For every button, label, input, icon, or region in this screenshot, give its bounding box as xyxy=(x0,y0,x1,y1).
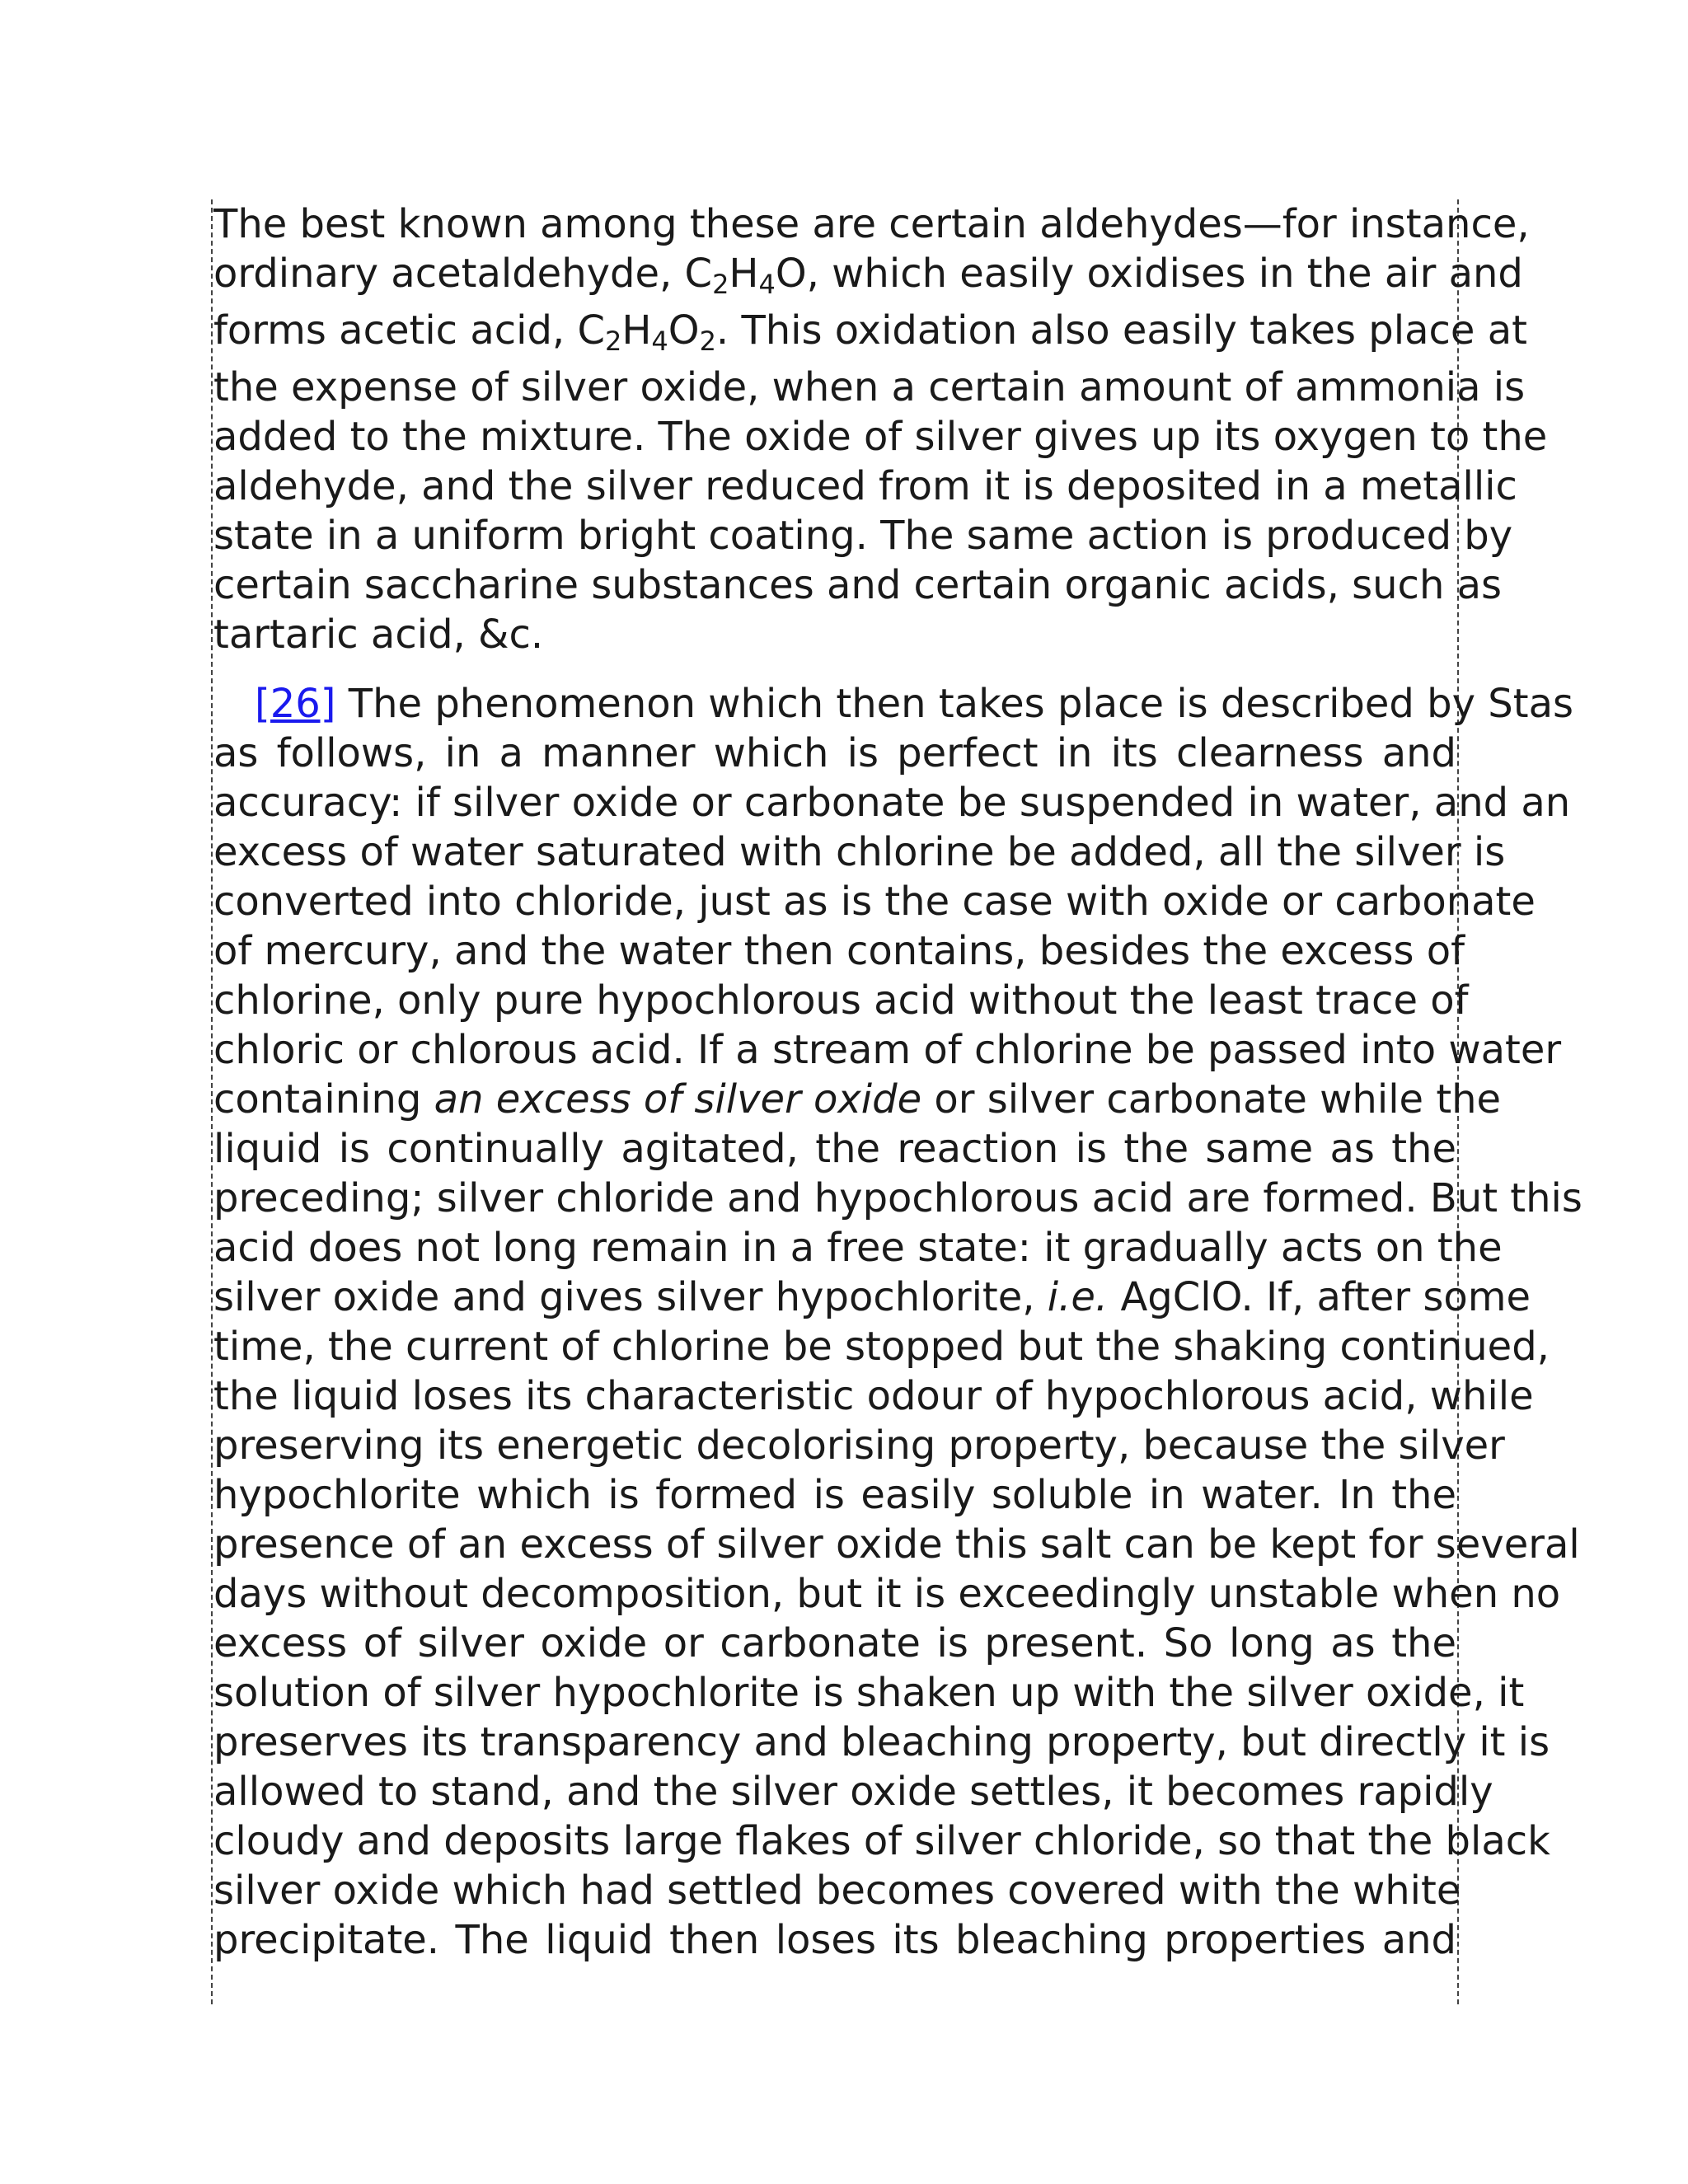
text-fragment: ordinary acetaldehyde, C xyxy=(213,251,713,297)
text-line: of mercury, and the water then contains, besides the excess of xyxy=(213,928,1465,974)
text-line: allowed to stand, and the silver oxide settles, it becomes rapidly xyxy=(213,1769,1493,1815)
text-line: solution of silver hypochlorite is shaken up with the silver oxide, it xyxy=(213,1670,1525,1716)
text-line: tartaric acid, &c. xyxy=(213,612,544,658)
text-line: preserves its transparency and bleaching property, but directly it is xyxy=(213,1719,1550,1765)
text-line: The best known among these are certain aldehydes—for instance, xyxy=(213,201,1530,247)
text-fragment: H xyxy=(729,251,759,297)
text-fragment: The phenomenon which then takes place is described by Stas xyxy=(335,681,1573,727)
text-line: certain saccharine substances and certain organic acids, such as xyxy=(213,562,1503,608)
italic-text: an excess of silver oxide xyxy=(434,1076,922,1122)
text-line xyxy=(213,1272,1531,1322)
text-fragment: silver oxide and gives silver hypochlorite, xyxy=(213,1274,1048,1320)
text-line: liquid is continually agitated, the reaction is the same as the xyxy=(213,1126,1456,1172)
text-line xyxy=(213,679,1573,729)
text-line: chloric or chlorous acid. If a stream of chlorine be passed into water xyxy=(213,1027,1562,1073)
text-line: cloudy and deposits large flakes of silver chloride, so that the black xyxy=(213,1818,1550,1864)
text-fragment: or silver carbonate while the xyxy=(921,1076,1502,1122)
text-line: the expense of silver oxide, when a certain amount of ammonia is xyxy=(213,364,1526,410)
text-fragment: forms acetic acid, C xyxy=(213,307,605,354)
subscript: 4 xyxy=(758,269,776,300)
text-fragment: H xyxy=(621,307,652,354)
text-line: chlorine, only pure hypochlorous acid without the least trace of xyxy=(213,977,1469,1024)
subscript: 4 xyxy=(651,326,668,357)
paragraph-1 xyxy=(213,199,1548,659)
text-line: silver oxide which had settled becomes covered with the white xyxy=(213,1868,1461,1914)
text-line: hypochlorite which is formed is easily soluble in water. In the xyxy=(213,1472,1456,1518)
subscript: 2 xyxy=(604,326,622,357)
text-line: days without decomposition, but it is exceedingly unstable when no xyxy=(213,1571,1561,1617)
text-line xyxy=(213,249,1523,300)
text-line: the liquid loses its characteristic odour of hypochlorous acid, while xyxy=(213,1373,1534,1419)
text-fragment: O xyxy=(668,307,700,354)
text-line xyxy=(213,1075,1502,1124)
text-line: aldehyde, and the silver reduced from it is deposited in a metallic xyxy=(213,463,1517,509)
text-line: excess of water saturated with chlorine be added, all the silver is xyxy=(213,829,1506,875)
text-line: acid does not long remain in a free state: it gradually acts on the xyxy=(213,1225,1503,1271)
paragraph-gap xyxy=(213,659,1456,679)
text-fragment: . This oxidation also easily takes place at xyxy=(715,307,1527,354)
text-line: precipitate. The liquid then loses its bleaching properties and xyxy=(213,1917,1456,1963)
paragraph-2 xyxy=(213,679,1582,1965)
text-line xyxy=(213,298,1527,363)
text-block xyxy=(211,199,1582,2004)
text-line: added to the mixture. The oxide of silver gives up its oxygen to the xyxy=(213,414,1548,460)
text-fragment: O, which easily oxidises in the air and xyxy=(775,251,1523,297)
subscript: 2 xyxy=(699,326,716,357)
text-line: time, the current of chlorine be stopped but the shaking continued, xyxy=(213,1324,1550,1370)
text-fragment: containing xyxy=(213,1076,434,1122)
text-line: excess of silver oxide or carbonate is present. So long as the xyxy=(213,1620,1456,1666)
text-line: state in a uniform bright coating. The same action is produced by xyxy=(213,513,1513,559)
text-line: preserving its energetic decolorising property, because the silver xyxy=(213,1422,1505,1469)
footnote-reference-link[interactable]: [26] xyxy=(255,681,336,727)
text-line: as follows, in a manner which is perfect in its clearness and xyxy=(213,730,1456,776)
italic-text: i.e. xyxy=(1047,1274,1109,1320)
text-line: presence of an excess of silver oxide this salt can be kept for several xyxy=(213,1521,1580,1568)
text-line: preceding; silver chloride and hypochlorous acid are formed. But this xyxy=(213,1175,1582,1221)
text-fragment: AgClO. If, after some xyxy=(1108,1274,1531,1320)
subscript: 2 xyxy=(712,269,729,300)
text-line: converted into chloride, just as is the case with oxide or carbonate xyxy=(213,879,1536,925)
text-line: accuracy: if silver oxide or carbonate be suspended in water, and an xyxy=(213,780,1571,826)
